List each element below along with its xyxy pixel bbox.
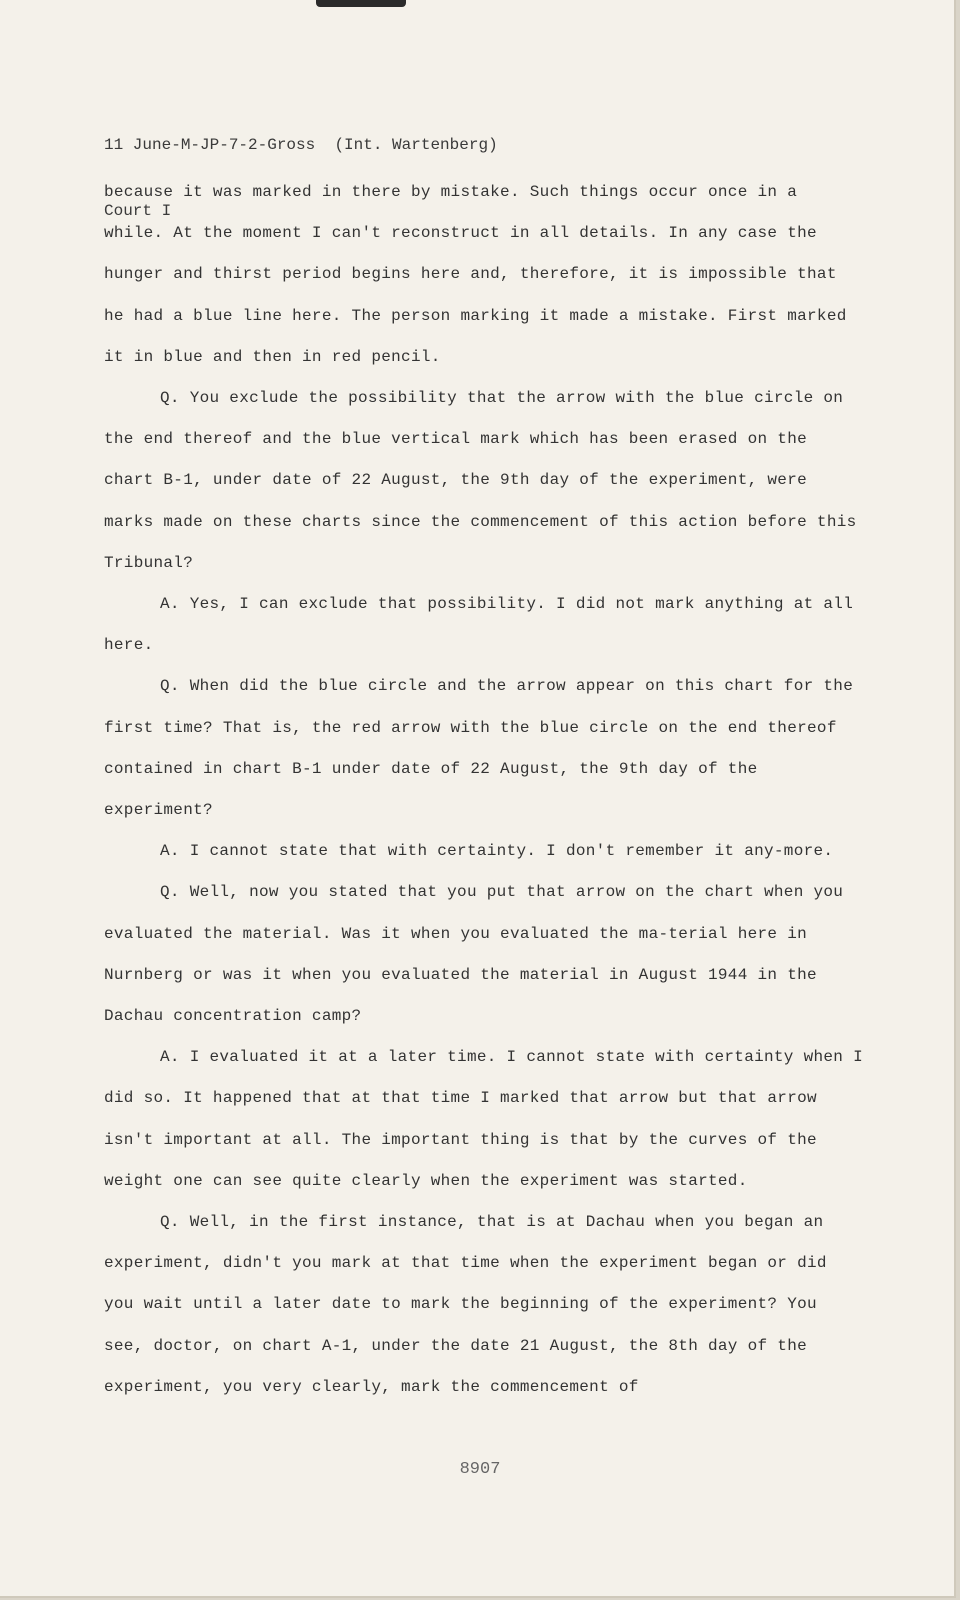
header-line-2: Court I xyxy=(104,202,172,220)
paragraph-question: Q. You exclude the possibility that the arrow with the blue circle on the end thereof and the blue vertical mark which has been erased on the chart B-1, under date of 22 August, the 9th day of the experiment, were marks made on these charts since the commencement of this action before this Tribunal? xyxy=(104,389,857,572)
paragraph-answer: A. Yes, I can exclude that possibility. I did not mark anything at all here. xyxy=(104,595,854,655)
paragraph: because it was marked in there by mistake. Such things occur once in a while. At the moment I can't reconstruct in all details. In any case the hunger and thirst period begins here and, therefore, it is impossible that he had a blue line here. The person marking it made a mistake. First marked it in blue and then in red pencil. xyxy=(104,183,847,366)
page-number: 8907 xyxy=(459,1460,501,1479)
binder-clip xyxy=(316,0,406,7)
paragraph-question: Q. Well, in the first instance, that is at Dachau when you began an experiment, didn't you mark at that time when the experiment began or did you wait until a later date to mark the beginning of the experiment? You see, doctor, on chart A-1, under the date 21 August, the 8th day of the experiment, you very clearly, mark the commencement of xyxy=(104,1213,827,1396)
paragraph-question: Q. Well, now you stated that you put that arrow on the chart when you evaluated the material. Was it when you evaluated the ma-terial here in Nurnberg or was it when you evaluated the material in August 1944 in the Dachau concentration camp? xyxy=(104,883,844,1026)
transcript-body xyxy=(104,172,864,1408)
header-line-1: 11 June-M-JP-7-2-Gross (Int. Wartenberg) xyxy=(104,136,498,154)
paragraph-answer: A. I cannot state that with certainty. I don't remember it any-more. xyxy=(160,842,834,861)
paragraph-question: Q. When did the blue circle and the arrow appear on this chart for the first time? That is, the red arrow with the blue circle on the end thereof contained in chart B-1 under date of 22 August, the 9th day of the experiment? xyxy=(104,677,854,820)
paragraph-answer: A. I evaluated it at a later time. I cannot state with certainty when I did so. It happened that at that time I marked that arrow but that arrow isn't important at all. The important thing is that by the curves of the weight one can see quite clearly when the experiment was started. xyxy=(104,1048,864,1190)
